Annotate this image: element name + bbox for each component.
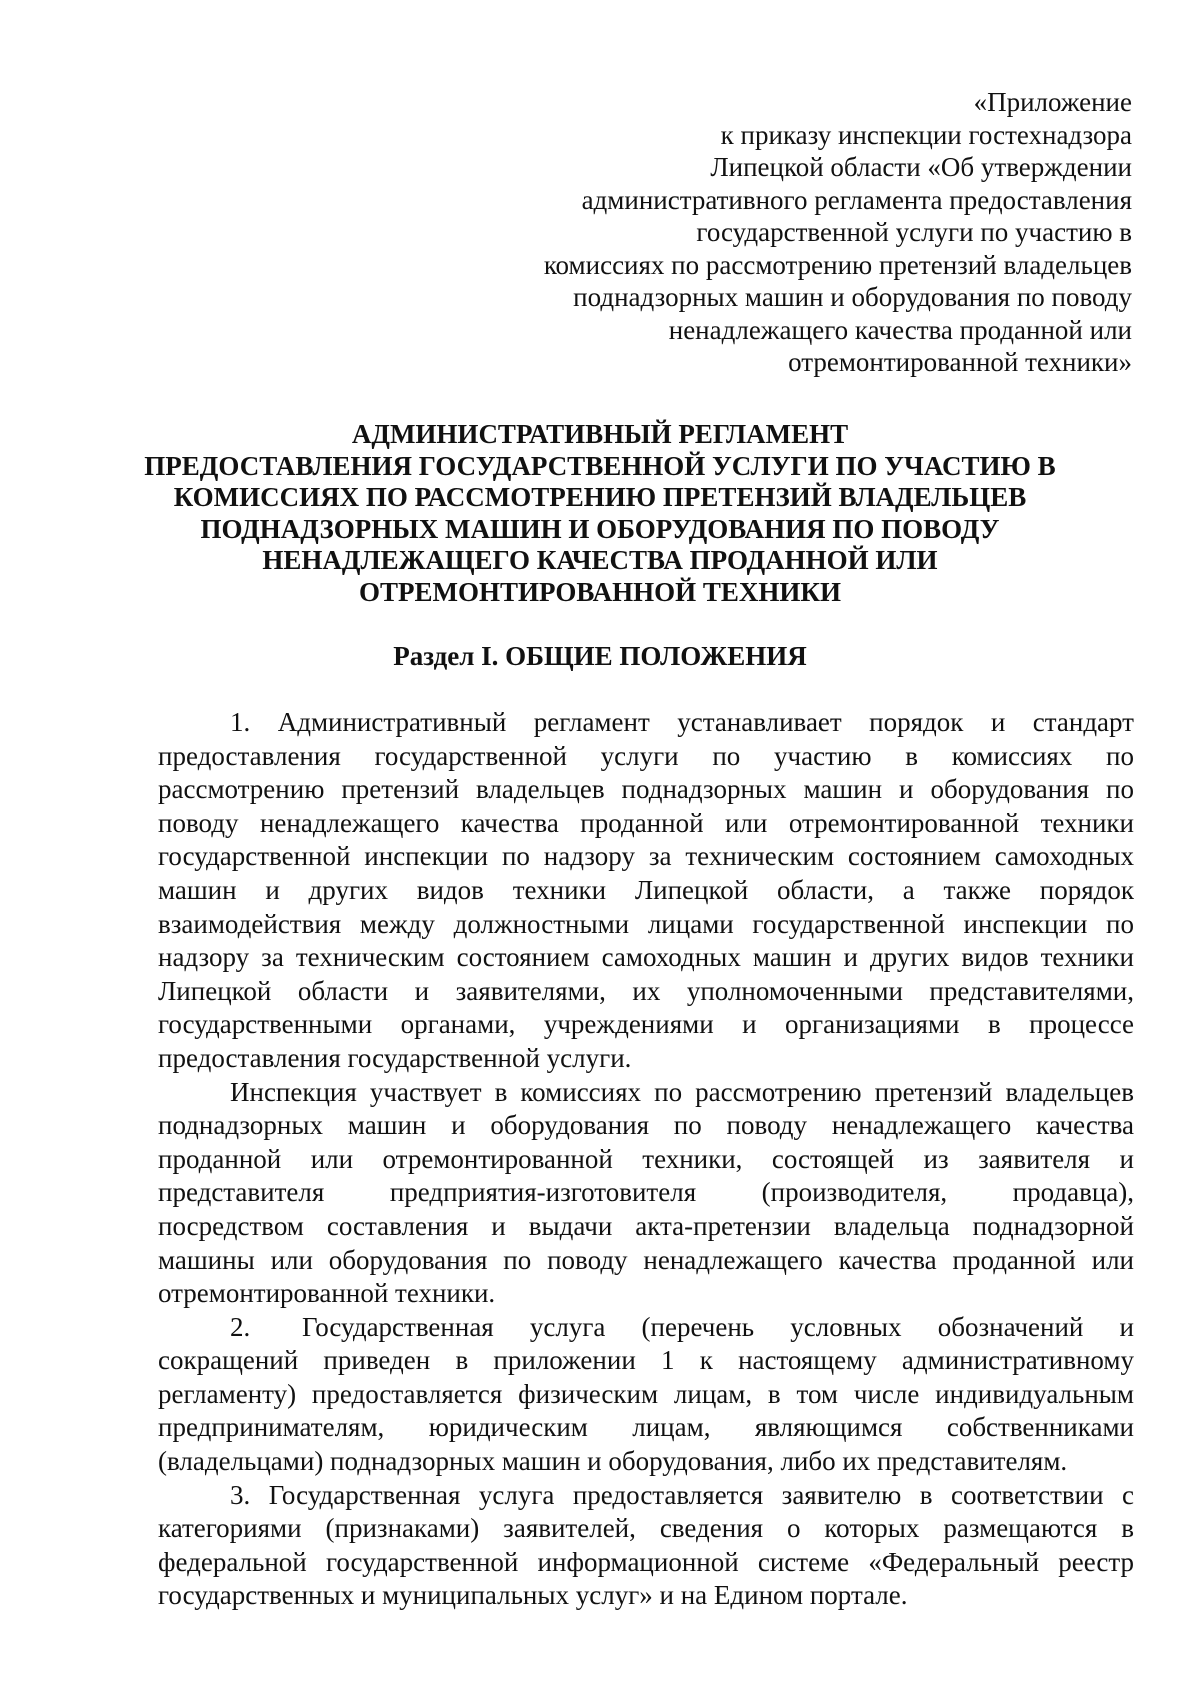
paragraph-2-line: Инспекция участвует в комиссиях по рассмотрению претензий владельцев [230,1076,1134,1107]
appendix-line: Липецкой области «Об утверждении [710,152,1132,182]
appendix-line: комиссиях по рассмотрению претензий владельцев [543,249,1132,280]
title-line: НЕНАДЛЕЖАЩЕГО КАЧЕСТВА ПРОДАННОЙ ИЛИ [262,545,938,575]
paragraph-2-line: посредством составления и выдачи акта-претензии владельца поднадзорной [158,1210,1134,1241]
section-heading: Раздел I. ОБЩИЕ ПОЛОЖЕНИЯ [393,641,807,671]
paragraph-3-line: Государственная услуга (перечень условных обозначений и [302,1311,1134,1342]
paragraph-1-line: государственными органами, учреждениями и организациями в процессе [158,1009,1134,1040]
paragraph-3-first-line [158,1311,1134,1345]
appendix-note [492,86,1132,379]
paragraph-1-line: взаимодействия между должностными лицами государственной инспекции по [158,908,1134,939]
paragraph-1-line: поводу ненадлежащего качества проданной или отремонтированной техники [158,807,1134,838]
paragraph-2-line: машины или оборудования по поводу ненадлежащего качества проданной или [158,1244,1134,1275]
document-title [130,419,1070,608]
title-line: ОТРЕМОНТИРОВАННОЙ ТЕХНИКИ [358,576,841,607]
paragraph-4-line: федеральной государственной информационной системе «Федеральный реестр [158,1546,1134,1577]
paragraph-4-line: государственных и муниципальных услуг» и на Едином портале. [158,1580,908,1611]
paragraph-1-line: государственной инспекции по надзору за техническим состоянием самоходных [158,841,1134,872]
document-body [158,706,1134,1613]
title-line: ПРЕДОСТАВЛЕНИЯ ГОСУДАРСТВЕННОЙ УСЛУГИ ПО УЧАСТИЮ В [144,450,1056,481]
appendix-line: «Приложение [973,87,1132,117]
title-line: КОМИССИЯХ ПО РАССМОТРЕНИЮ ПРЕТЕНЗИЙ ВЛАДЕЛЬЦЕВ [173,482,1027,512]
paragraph-2-line: поднадзорных машин и оборудования по поводу ненадлежащего качества [158,1110,1134,1141]
appendix-line: административного регламента предоставления [581,184,1132,215]
paragraph-1-line: предоставления государственной услуги по участию в комиссиях по [158,740,1134,771]
appendix-line: поднадзорных машин и оборудования по поводу [573,282,1132,312]
appendix-line: государственной услуги по участию в [696,217,1132,247]
title-line: ПОДНАДЗОРНЫХ МАШИН И ОБОРУДОВАНИЯ ПО ПОВОДУ [200,513,1000,544]
appendix-line: к приказу инспекции гостехнадзора [720,119,1132,150]
paragraph-3-line: (владельцами) поднадзорных машин и оборудования, либо их представителям. [158,1446,1068,1477]
paragraph-4-line: категориями (признаками) заявителей, сведения о которых размещаются в [158,1513,1134,1544]
paragraph-1-line: рассмотрению претензий владельцев поднадзорных машин и оборудования по [158,774,1134,805]
paragraph-3-number: 2. [230,1311,251,1342]
paragraph-3-line: предпринимателям, юридическим лицам, являющимся собственниками [158,1412,1134,1443]
paragraph-3-line: регламенту) предоставляется физическим лицам, в том числе индивидуальным [158,1378,1134,1409]
paragraph-1-line: Липецкой области и заявителями, их уполномоченными представителями, [158,975,1134,1006]
paragraph-2-line: проданной или отремонтированной техники, состоящей из заявителя и [158,1143,1134,1174]
appendix-line: отремонтированной техники» [788,347,1132,377]
paragraph-1-line: надзору за техническим состоянием самоходных машин и других видов техники [158,942,1134,973]
paragraph-1-line: предоставления государственной услуги. [158,1042,632,1073]
paragraph-3-line: сокращений приведен в приложении 1 к настоящему административному [158,1345,1134,1376]
paragraph-4-line: 3. Государственная услуга предоставляется заявителю в соответствии с [230,1479,1134,1510]
appendix-line: ненадлежащего качества проданной или [668,314,1132,345]
paragraph-2-line: представителя предприятия-изготовителя (производителя, продавца), [158,1177,1134,1208]
paragraph-1-line: 1. Административный регламент устанавливает порядок и стандарт [230,707,1134,737]
title-line: АДМИНИСТРАТИВНЫЙ РЕГЛАМЕНТ [351,419,849,449]
paragraph-2-line: отремонтированной техники. [158,1278,496,1309]
paragraph-1-line: машин и других видов техники Липецкой области, а также порядок [158,874,1134,905]
